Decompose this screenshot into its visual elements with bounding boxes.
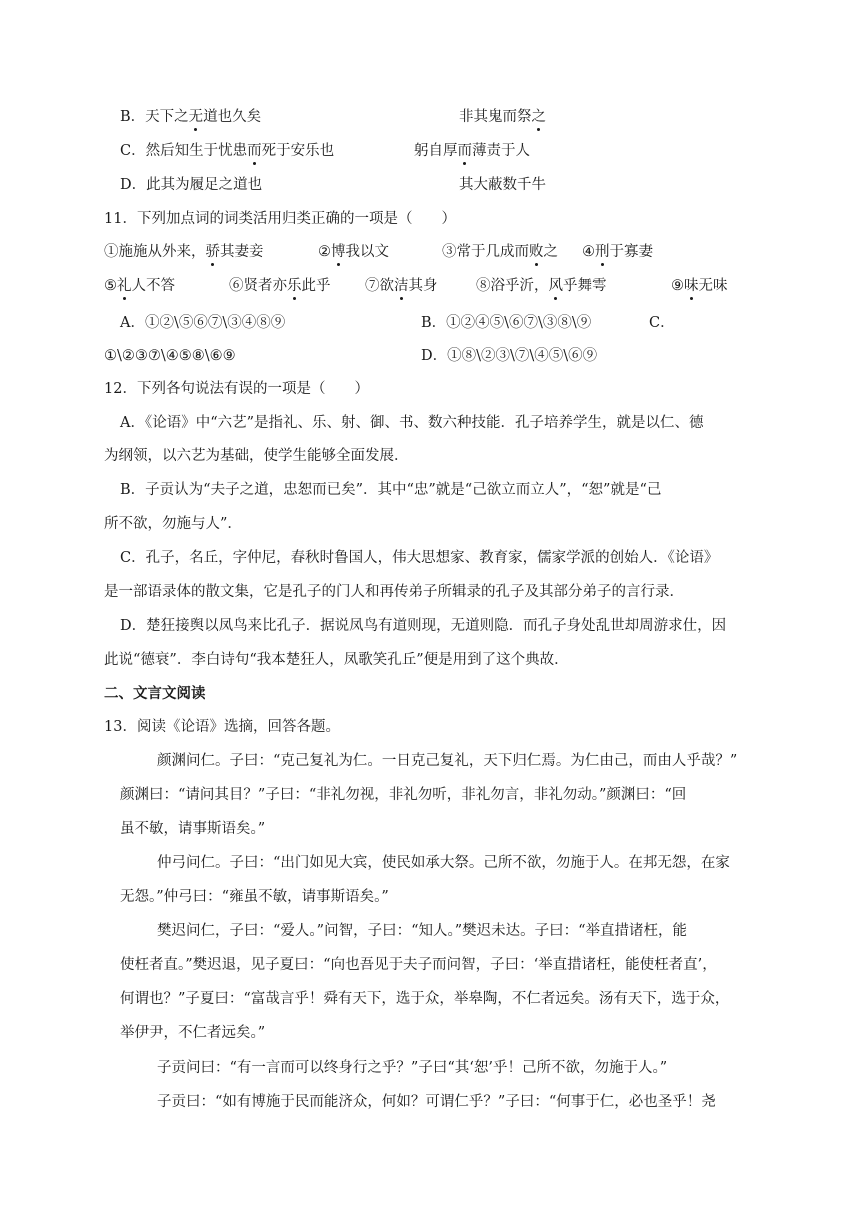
q11-item-1: ①施施从外来，骄其妻妾 (104, 244, 264, 260)
q12-option-d-line2: 此说“德衰”．李白诗句“我本楚狂人，凤歌笑孔丘”便是用到了这个典故． (104, 652, 569, 668)
q11-item-4: ④刑于寡妻 (582, 244, 653, 260)
q11-item-9: ⑨味无味 (671, 278, 728, 294)
q11-item-7: ⑦欲洁其身 (365, 278, 438, 294)
q10-option-b-text: B．天下之无道也久矣 (120, 109, 262, 125)
passage-p3-line3: 何谓也？”子夏曰：“富哉言乎！舜有天下，选于众，举皋陶，不仁者远矣。汤有天下，选于众， (120, 991, 730, 1007)
passage-p2-line2: 无怨。”仲弓曰：“雍虽不敏，请事斯语矣。” (120, 889, 389, 905)
passage-p3-line2: 使枉者直。”樊迟退，见子夏曰：“向也吾见于夫子而问智，子曰：‘举直措诸枉，能使枉者直’， (120, 957, 717, 973)
passage-p3-line1: 樊迟问仁，子曰：“爱人。”问智，子曰：“知人。”樊迟未达。子曰：“举直措诸枉，能 (157, 923, 688, 939)
q10-option-b (120, 107, 261, 127)
q11-item-5: ⑤礼人不答 (104, 278, 175, 294)
q10-option-b-right: 非其鬼而祭之 (459, 109, 546, 125)
q10-option-c-right: 躬自厚而薄责于人 (414, 143, 530, 159)
q11-option-c-label: C． (649, 315, 675, 331)
q11-item-3: ③常于几成而败之 (442, 244, 558, 260)
q11-option-a: A．①②\⑤⑥⑦\③④⑧⑨ (120, 315, 286, 331)
q12-option-c-line1: C．孔子，名丘，字仲尼，春秋时鲁国人，伟大思想家、教育家，儒家学派的创始人．《论语》 (120, 550, 719, 566)
q11-item-8: ⑧浴乎沂，风乎舞雩 (476, 278, 607, 294)
q11-item-6: ⑥贤者亦乐此乎 (229, 278, 331, 294)
passage-p3-line4: 举伊尹，不仁者远矣。” (120, 1025, 266, 1041)
passage-p5-line1: 子贡曰：“如有博施于民而能济众，何如？可谓仁乎？”子曰：“何事于仁，必也圣乎！尧 (157, 1094, 716, 1110)
q10-option-c: C．然后知生于忧患而死于安乐也 (120, 143, 335, 159)
q12-option-c-line2: 是一部语录体的散文集，它是孔子的门人和再传弟子所辑录的孔子及其部分弟子的言行录． (104, 584, 684, 600)
q11-option-c-content: ①\②③⑦\④⑤⑧\⑥⑨ (104, 348, 236, 364)
q12-option-a-line2: 为纲领，以六艺为基础，使学生能够全面发展． (104, 448, 409, 464)
q11-option-d: D．①⑧\②③\⑦\④⑤\⑥⑨ (421, 348, 598, 364)
section-title: 二、文言文阅读 (104, 685, 206, 702)
passage-p4-line1: 子贡问曰：“有一言而可以终身行之乎？”子曰“其‘恕’乎！己所不欲，勿施于人。” (157, 1060, 668, 1076)
passage-p2-line1: 仲弓问仁。子曰：“出门如见大宾，使民如承大祭。己所不欲，勿施于人。在邦无怨，在家 (157, 855, 730, 871)
q10-option-d-right: 其大蔽数千牛 (459, 177, 546, 193)
q12-stem: 12．下列各句说法有误的一项是（ ） (104, 381, 369, 397)
q11-item-2: ②博我以文 (318, 244, 389, 260)
q12-option-b-line2: 所不欲，勿施与人”． (104, 516, 242, 532)
passage-p1-line2: 颜渊曰：“请问其目？”子曰：“非礼勿视，非礼勿听，非礼勿言，非礼勿动。”颜渊曰：“回 (120, 787, 687, 803)
q11-stem: 11．下列加点词的词类活用归类正确的一项是（ ） (104, 211, 456, 227)
q13-stem: 13．阅读《论语》选摘，回答各题。 (104, 719, 340, 735)
q11-option-b: B．①②④⑤\⑥⑦\③⑧\⑨ (421, 315, 592, 331)
q12-option-a-line1: A．《论语》中“六艺”是指礼、乐、射、御、书、数六种技能．孔子培养学生，就是以仁、德 (120, 415, 704, 431)
q10-option-d: D．此其为履足之道也 (120, 177, 263, 193)
passage-p1-line1: 颜渊问仁。子曰：“克己复礼为仁。一日克己复礼，天下归仁焉。为仁由己，而由人乎哉？” (157, 753, 738, 769)
q12-option-d-line1: D．楚狂接舆以凤鸟来比孔子．据说凤鸟有道则现，无道则隐．而孔子身处乱世却周游求仕，因 (120, 618, 727, 634)
q12-option-b-line1: B．子贡认为“夫子之道，忠恕而已矣”．其中“忠”就是“己欲立而立人”，“恕”就是“己 (120, 482, 662, 498)
passage-p1-line3: 虽不敏，请事斯语矣。” (120, 821, 266, 837)
